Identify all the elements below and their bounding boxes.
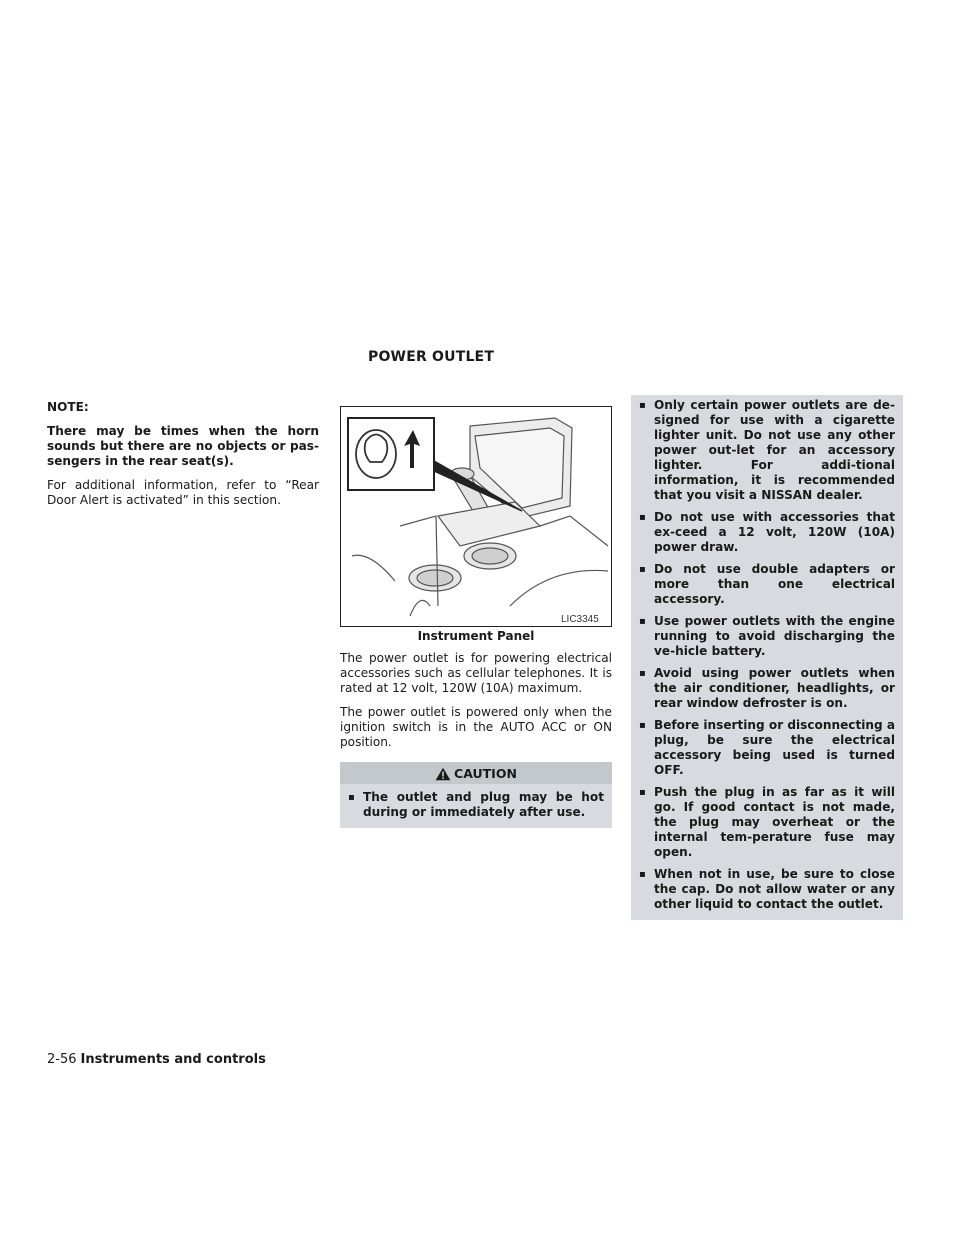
figure-code: LIC3345 <box>561 614 599 625</box>
figure-caption: Instrument Panel <box>417 629 535 643</box>
list-item: ▪ Before inserting or disconnecting a plug, be sure the electrical accessory being used is turned OFF. <box>639 718 895 778</box>
column-power-outlet <box>340 400 612 828</box>
warning-icon <box>435 767 451 781</box>
instrument-panel-figure <box>340 406 612 627</box>
list-item: ▪ Push the plug in as far as it will go. If good contact is not made, the plug may overheat or the internal tem-perature fuse may open. <box>639 785 895 860</box>
list-item: ▪ Use power outlets with the engine running to avoid discharging the ve-hicle battery. <box>639 614 895 659</box>
caution-list <box>340 784 612 828</box>
outlet-paragraph-2: The power outlet is powered only when the ignition switch is in the AUTO ACC or ON position. <box>340 705 612 749</box>
section-title: POWER OUTLET <box>368 349 495 365</box>
chapter-title: Instruments and controls <box>80 1052 266 1067</box>
outlet-paragraph-1: The power outlet is for powering electrical accessories such as cellular telephones. It is rated at 12 volt, 120W (10A) maximum. <box>340 651 612 695</box>
note-bold-text: There may be times when the horn sounds but there are no objects or pas-sengers in the rear seat(s). <box>47 424 319 468</box>
page-number: 2-56 <box>47 1052 77 1067</box>
list-item: ▪ Do not use with accessories that ex-ceed a 12 volt, 120W (10A) power draw. <box>639 510 895 555</box>
caution-title: CAUTION <box>454 766 517 781</box>
outlet-caution-list <box>631 395 903 920</box>
caution-header <box>340 762 612 784</box>
list-item: ▪ Do not use double adapters or more than one electrical accessory. <box>639 562 895 607</box>
list-item: ▪ Avoid using power outlets when the air conditioner, headlights, or rear window defroster is on. <box>639 666 895 711</box>
instrument-panel-illustration <box>340 406 612 627</box>
note-body-text: For additional information, refer to “Rear Door Alert is activated” in this section. <box>47 478 319 507</box>
caution-item: ▪ The outlet and plug may be hot during or immediately after use. <box>348 790 604 820</box>
note-label: NOTE: <box>47 400 89 414</box>
page-footer <box>47 1052 266 1067</box>
column-outlet-cautions <box>631 400 903 920</box>
column-note <box>47 400 319 517</box>
list-item: ▪ When not in use, be sure to close the cap. Do not allow water or any other liquid to contact the outlet. <box>639 867 895 912</box>
caution-box <box>340 762 612 828</box>
list-item: ▪ Only certain power outlets are de-signed for use with a cigarette lighter unit. Do not use any other power out-let for an accessory lighter. For addi-tional information, it is recommended that you visit a NISSAN dealer. <box>639 398 895 503</box>
